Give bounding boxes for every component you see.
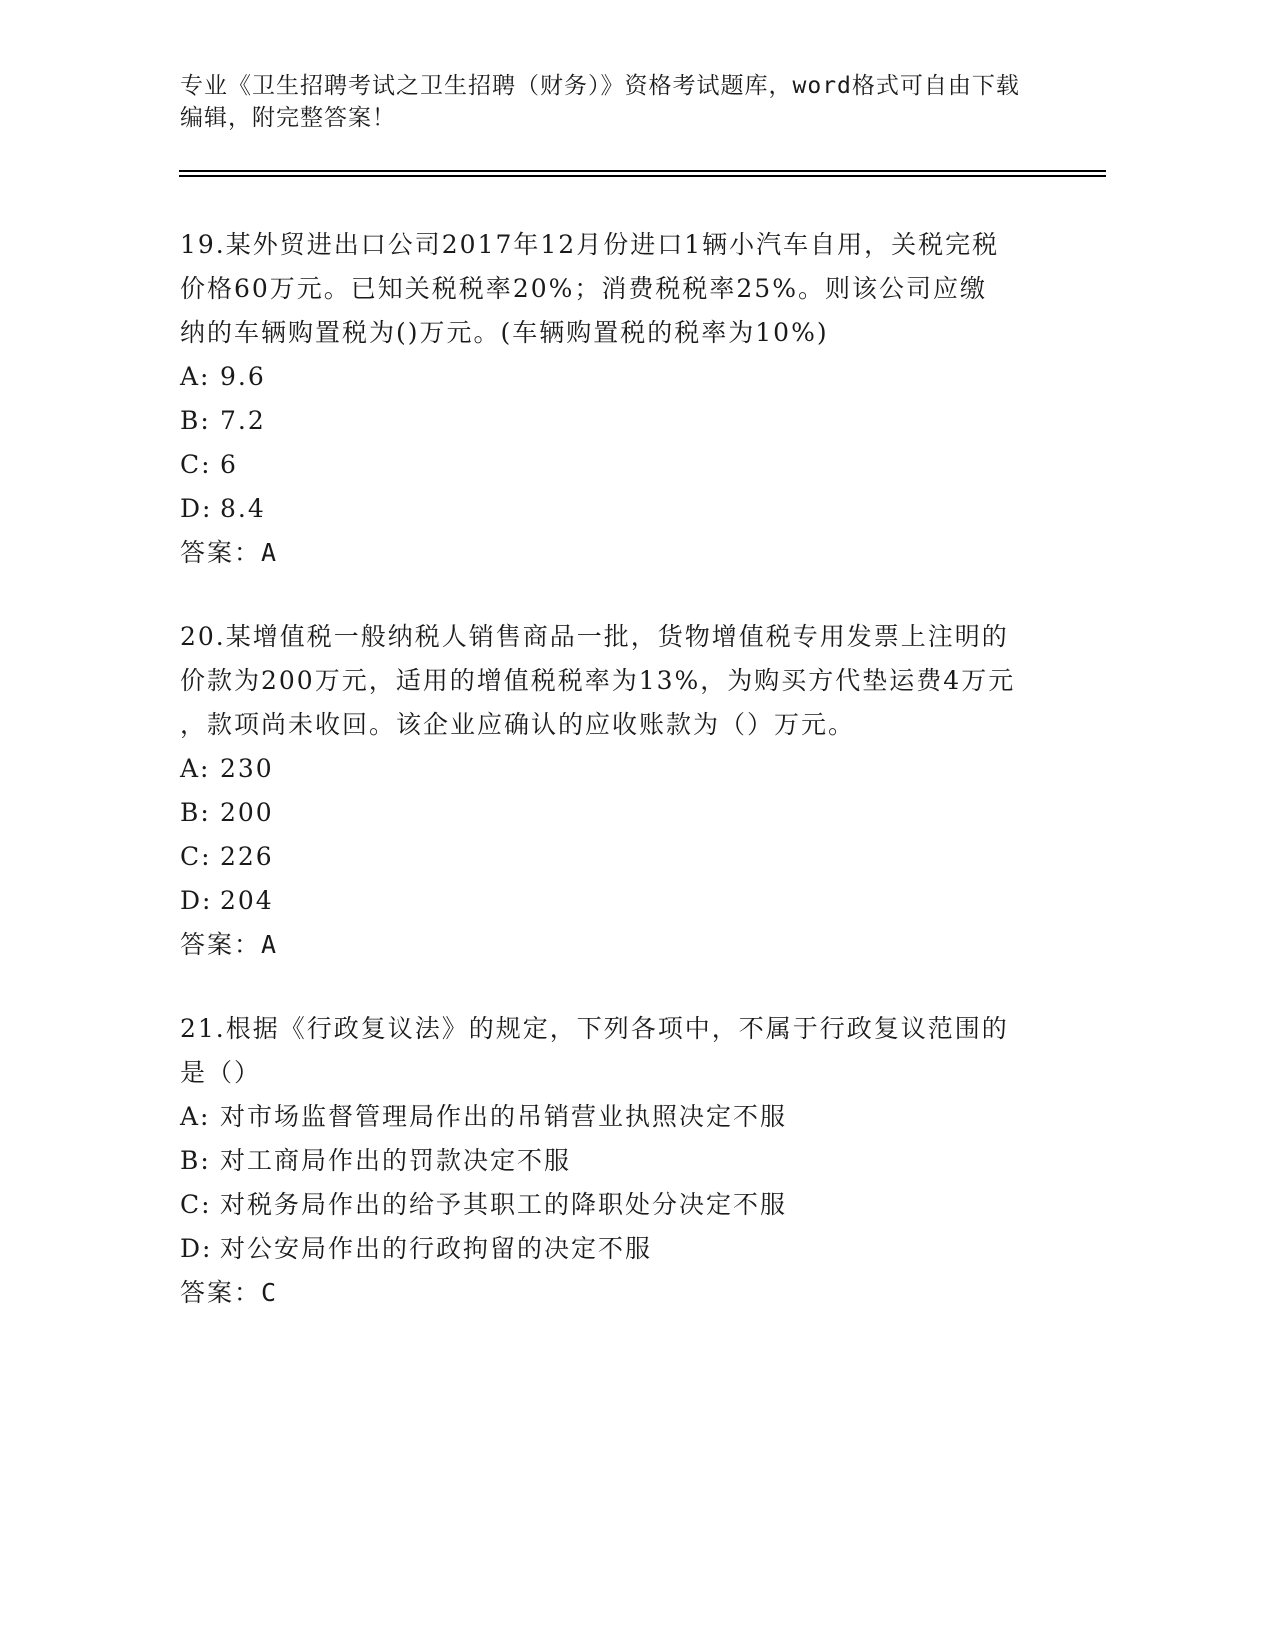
option-letter: D: bbox=[180, 886, 213, 915]
option-c bbox=[180, 443, 1040, 487]
header-divider bbox=[179, 170, 1106, 177]
option-letter: A: bbox=[180, 754, 211, 783]
question-stem-line: 21.根据《行政复议法》的规定，下列各项中，不属于行政复议范围的 bbox=[180, 1014, 1009, 1043]
option-text: 对公安局作出的行政拘留的决定不服 bbox=[220, 1234, 653, 1263]
question-stem-line: 20.某增值税一般纳税人销售商品一批，货物增值税专用发票上注明的 bbox=[180, 622, 1009, 651]
option-letter: B: bbox=[180, 406, 211, 435]
question-21 bbox=[180, 1007, 1040, 1315]
option-letter: A: bbox=[180, 362, 211, 391]
answer-line: 答案：A bbox=[180, 930, 279, 959]
option-c bbox=[180, 1183, 1040, 1227]
option-letter: D: bbox=[180, 494, 213, 523]
option-letter: D: bbox=[180, 1234, 213, 1263]
option-text: 对税务局作出的给予其职工的降职处分决定不服 bbox=[220, 1190, 788, 1219]
option-b bbox=[180, 791, 1040, 835]
option-text: 6 bbox=[220, 450, 238, 479]
question-20 bbox=[180, 615, 1040, 967]
option-a bbox=[180, 747, 1040, 791]
option-a bbox=[180, 1095, 1040, 1139]
option-letter: B: bbox=[180, 1146, 211, 1175]
header-line-1: 专业《卫生招聘考试之卫生招聘（财务）》资格考试题库，word格式可自由下载 bbox=[180, 73, 1020, 99]
option-letter: C: bbox=[180, 1190, 212, 1219]
option-letter: C: bbox=[180, 842, 212, 871]
question-stem-line: 是（） bbox=[180, 1058, 262, 1087]
question-stem-line: 价格60万元。已知关税税率20%；消费税税率25%。则该公司应缴 bbox=[180, 274, 987, 303]
option-a bbox=[180, 355, 1040, 399]
answer-line: 答案：A bbox=[180, 538, 279, 567]
option-text: 对工商局作出的罚款决定不服 bbox=[220, 1146, 572, 1175]
divider-line-bottom bbox=[179, 175, 1106, 177]
option-c bbox=[180, 835, 1040, 879]
option-d bbox=[180, 1227, 1040, 1271]
option-text: 8.4 bbox=[220, 494, 266, 523]
question-stem-line: 19.某外贸进出口公司2017年12月份进口1辆小汽车自用，关税完税 bbox=[180, 230, 1000, 259]
answer-line: 答案：C bbox=[180, 1278, 279, 1307]
option-b bbox=[180, 1139, 1040, 1183]
question-stem-line: ，款项尚未收回。该企业应确认的应收账款为（）万元。 bbox=[180, 710, 856, 739]
option-text: 230 bbox=[220, 754, 274, 783]
question-stem-line: 纳的车辆购置税为()万元。(车辆购置税的税率为10%) bbox=[180, 318, 829, 347]
option-letter: B: bbox=[180, 798, 211, 827]
document-header bbox=[180, 70, 1040, 134]
question-stem-line: 价款为200万元，适用的增值税税率为13%，为购买方代垫运费4万元 bbox=[180, 666, 1016, 695]
option-d bbox=[180, 879, 1040, 923]
option-letter: C: bbox=[180, 450, 212, 479]
option-letter: A: bbox=[180, 1102, 211, 1131]
header-line-2: 编辑，附完整答案！ bbox=[180, 105, 396, 131]
option-b bbox=[180, 399, 1040, 443]
option-d bbox=[180, 487, 1040, 531]
option-text: 9.6 bbox=[220, 362, 266, 391]
option-text: 200 bbox=[220, 798, 274, 827]
divider-line-top bbox=[179, 170, 1106, 172]
question-19 bbox=[180, 223, 1040, 575]
option-text: 204 bbox=[220, 886, 274, 915]
option-text: 对市场监督管理局作出的吊销营业执照决定不服 bbox=[220, 1102, 788, 1131]
option-text: 7.2 bbox=[220, 406, 266, 435]
option-text: 226 bbox=[220, 842, 274, 871]
